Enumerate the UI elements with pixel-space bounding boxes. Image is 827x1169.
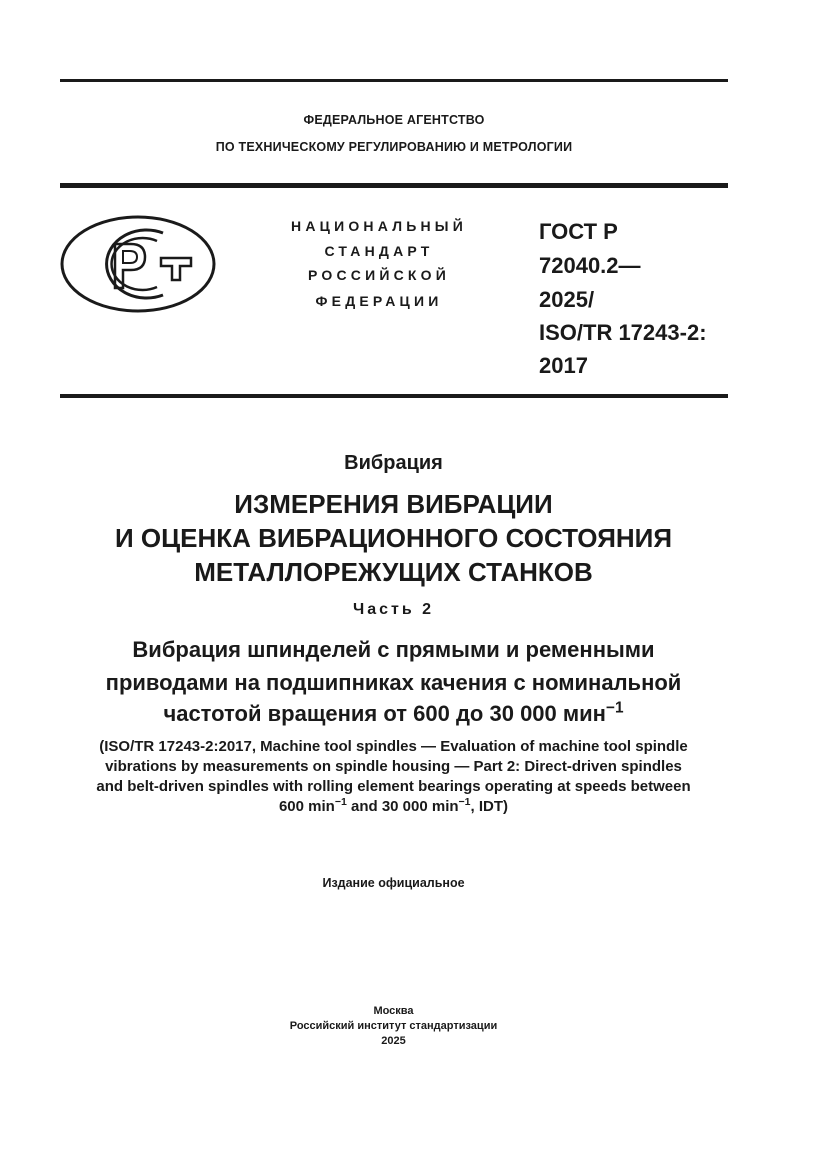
imprint-city: Москва [373, 1005, 414, 1017]
imprint-publisher: Российский институт стандартизации [289, 1020, 498, 1032]
subtitle-line-3 [40, 700, 747, 727]
original-line-4 [40, 797, 747, 817]
standard-type-line-4: ФЕДЕРАЦИИ [315, 293, 443, 309]
standard-type-line-2: СТАНДАРТ [324, 243, 434, 259]
top-rule [60, 79, 728, 82]
main-title-line-1: ИЗМЕРЕНИЯ ВИБРАЦИИ [234, 489, 553, 519]
original-line-3: and belt-driven spindles with rolling element bearings operating at speeds between [96, 778, 691, 795]
original-line-4-sup-2: −1 [458, 796, 471, 808]
agency-line-1: ФЕДЕРАЛЬНОЕ АГЕНТСТВО [303, 113, 485, 127]
original-line-4-sup-1: −1 [334, 796, 347, 808]
original-line-1: (ISO/TR 17243-2:2017, Machine tool spindles — Evaluation of machine tool spindle [99, 738, 688, 755]
main-title-line-2: И ОЦЕНКА ВИБРАЦИОННОГО СОСТОЯНИЯ [114, 523, 673, 553]
standard-type-line-1: НАЦИОНАЛЬНЫЙ [291, 218, 467, 234]
designation-line-4: ISO/TR 17243-2: [539, 320, 707, 345]
designation-line-5: 2017 [539, 353, 588, 378]
part-label: Часть 2 [352, 601, 435, 618]
subtitle-line-3-exponent: −1 [605, 699, 624, 717]
subtitle-line-1: Вибрация шпинделей с прямыми и ременными [132, 637, 655, 662]
agency-line-2: ПО ТЕХНИЧЕСКОМУ РЕГУЛИРОВАНИЮ И МЕТРОЛОГИИ [215, 140, 573, 154]
general-title: Вибрация [344, 452, 443, 474]
subtitle-line-3-text: частотой вращения от 600 до 30 000 мин [163, 701, 606, 726]
agency-rule [60, 183, 728, 188]
original-line-4-b: and 30 000 min [346, 798, 459, 815]
rst-logo-icon [59, 214, 217, 314]
header-rule [60, 394, 728, 398]
designation-line-1: ГОСТ Р [539, 219, 618, 244]
designation-line-3: 2025/ [539, 287, 595, 312]
standard-type-line-3: РОССИЙСКОЙ [308, 267, 450, 283]
designation-line-2: 72040.2— [539, 253, 641, 278]
edition-label: Издание официальное [322, 876, 465, 890]
original-line-4-c: , IDT) [470, 798, 509, 815]
subtitle-line-2: приводами на подшипниках качения с номинальной [105, 670, 682, 695]
imprint-year: 2025 [381, 1035, 406, 1047]
main-title-line-3: МЕТАЛЛОРЕЖУЩИХ СТАНКОВ [194, 557, 593, 587]
original-line-2: vibrations by measurements on spindle housing — Part 2: Direct-driven spindles [105, 758, 682, 775]
original-line-4-a: 600 min [278, 798, 335, 815]
